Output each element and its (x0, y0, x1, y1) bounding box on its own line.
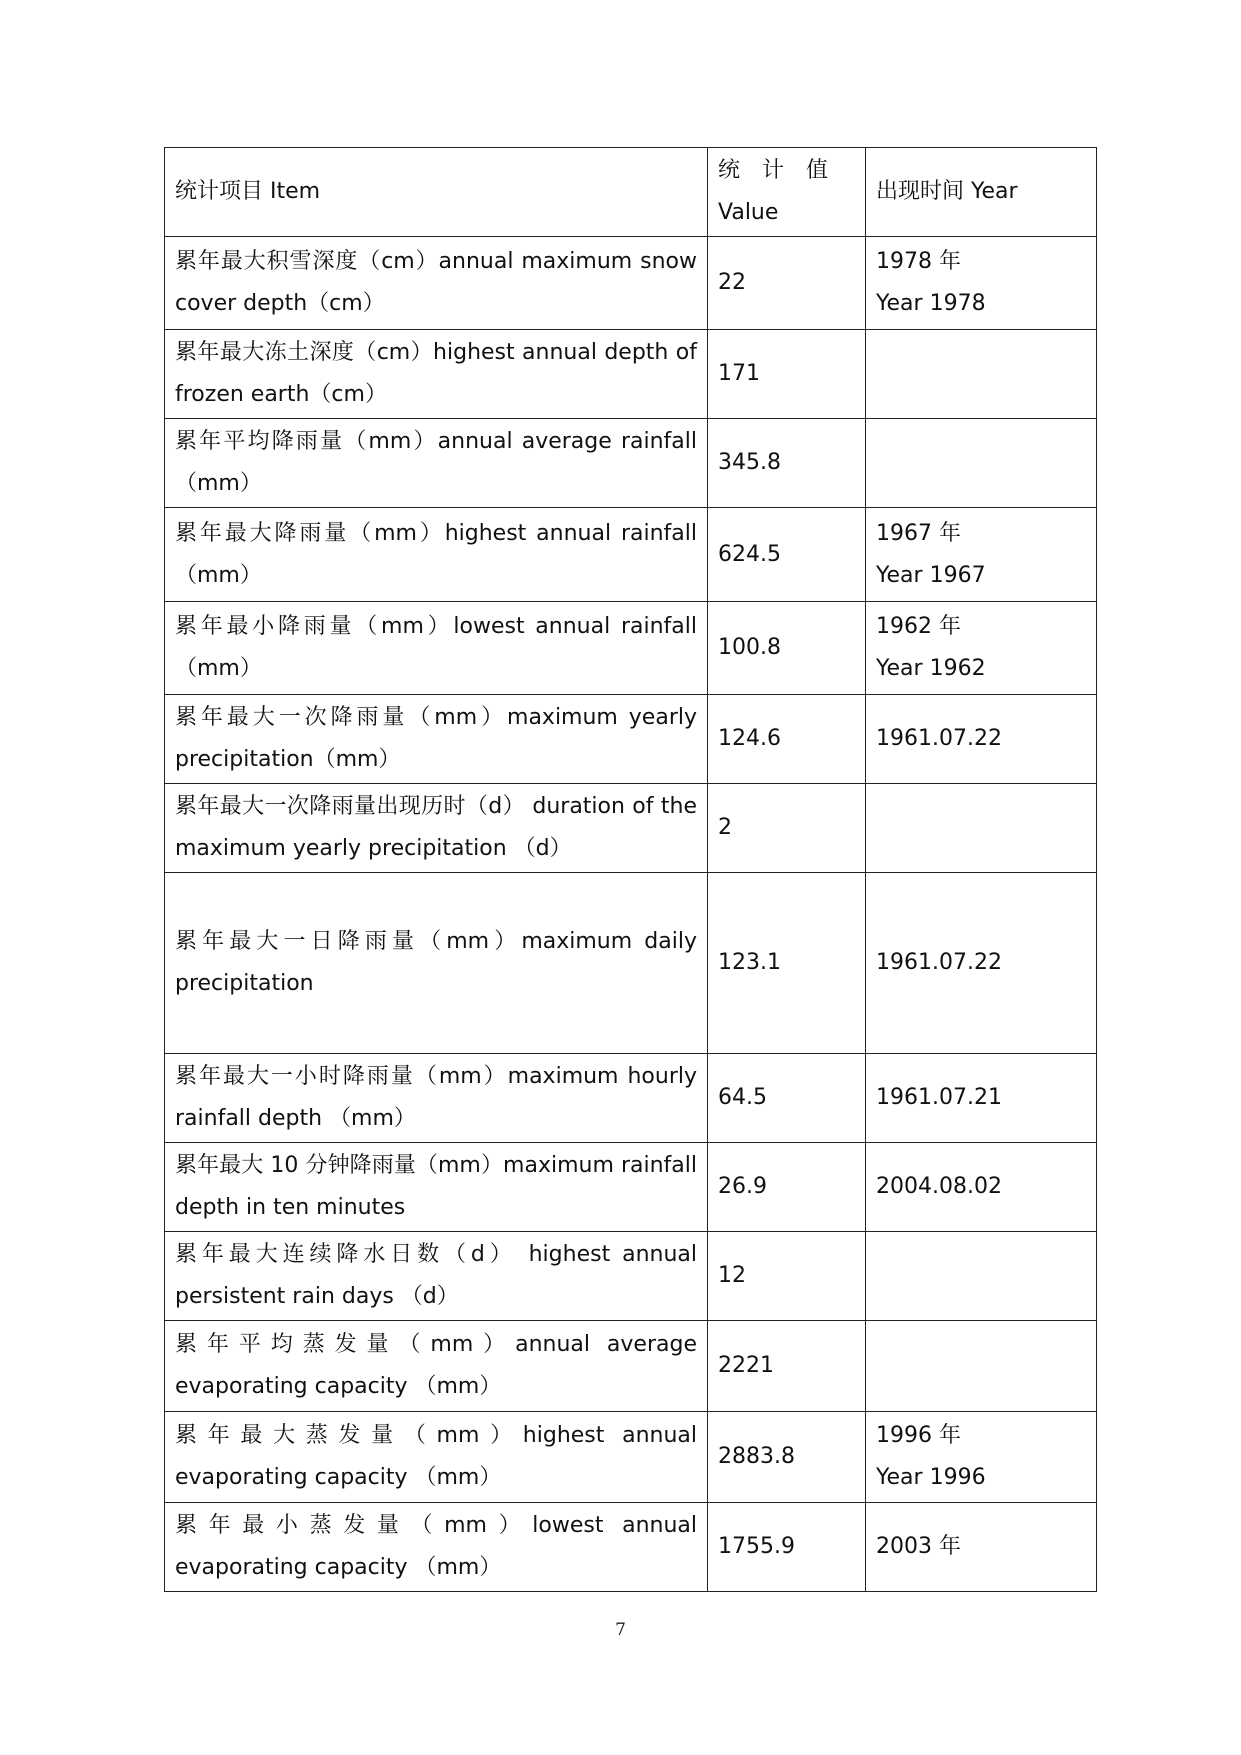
row-item: 累年最大一次降雨量（mm）maximum yearly precipitation（mm） (165, 695, 708, 784)
row-year-cn: 1978 年 (876, 249, 961, 274)
row-item: 累年最大蒸发量（mm）highest annual evaporating capacity （mm） (165, 1412, 708, 1503)
row-item: 累年最大降雨量（mm）highest annual rainfall（mm） (165, 508, 708, 602)
table-row (165, 508, 1097, 602)
table-row (165, 1232, 1097, 1321)
row-year (866, 419, 1097, 508)
header-value-cn: 统计值 (718, 158, 851, 183)
row-value: 1755.9 (708, 1503, 866, 1592)
table-row (165, 237, 1097, 330)
table-row (165, 1321, 1097, 1412)
table-row (165, 1503, 1097, 1592)
row-item: 累年最大一次降雨量出现历时（d） duration of the maximum yearly precipitation （d） (165, 784, 708, 873)
row-year (866, 1321, 1097, 1412)
header-item: 统计项目 Item (165, 148, 708, 237)
row-year (866, 695, 1097, 784)
row-item: 累年最大一小时降雨量（mm）maximum hourly rainfall depth （mm） (165, 1054, 708, 1143)
header-value (708, 148, 866, 237)
row-year-cn: 1961.07.22 (876, 726, 1002, 751)
row-year-cn: 1961.07.21 (876, 1085, 1002, 1110)
row-item: 累年平均蒸发量（mm）annual average evaporating capacity （mm） (165, 1321, 708, 1412)
row-year-cn: 1967 年 (876, 520, 961, 546)
row-year (866, 873, 1097, 1054)
row-year-cn: 1961.07.22 (876, 950, 1002, 975)
header-value-en: Value (718, 200, 779, 225)
row-value: 171 (708, 330, 866, 419)
table-row (165, 1143, 1097, 1232)
row-year-en: Year 1996 (876, 1465, 986, 1490)
row-value: 12 (708, 1232, 866, 1321)
row-year (866, 508, 1097, 602)
header-year: 出现时间 Year (866, 148, 1097, 237)
row-year (866, 1054, 1097, 1143)
row-item: 累年平均降雨量（mm）annual average rainfall（mm） (165, 419, 708, 508)
row-year-cn: 2003 年 (876, 1534, 961, 1559)
row-year (866, 1412, 1097, 1503)
row-item: 累年最小蒸发量（mm）lowest annual evaporating capacity （mm） (165, 1503, 708, 1592)
row-value: 2221 (708, 1321, 866, 1412)
row-year-cn: 1962 年 (876, 614, 961, 639)
row-year-en: Year 1962 (876, 656, 986, 681)
table-row (165, 784, 1097, 873)
row-year (866, 237, 1097, 330)
row-year (866, 784, 1097, 873)
row-item: 累年最大冻土深度（cm）highest annual depth of frozen earth（cm） (165, 330, 708, 419)
row-item: 累年最大 10 分钟降雨量（mm）maximum rainfall depth in ten minutes (165, 1143, 708, 1232)
row-value: 2 (708, 784, 866, 873)
row-year (866, 1143, 1097, 1232)
row-value: 26.9 (708, 1143, 866, 1232)
row-year (866, 1503, 1097, 1592)
row-year (866, 1232, 1097, 1321)
header-row (165, 148, 1097, 237)
row-year-cn: 2004.08.02 (876, 1174, 1002, 1199)
row-item: 累年最大连续降水日数（d） highest annual persistent rain days （d） (165, 1232, 708, 1321)
row-value: 64.5 (708, 1054, 866, 1143)
table-row (165, 873, 1097, 1054)
row-value: 100.8 (708, 602, 866, 695)
row-value: 2883.8 (708, 1412, 866, 1503)
row-value: 345.8 (708, 419, 866, 508)
row-value: 624.5 (708, 508, 866, 602)
table-row (165, 602, 1097, 695)
row-year-cn: 1996 年 (876, 1423, 961, 1448)
row-item: 累年最大积雪深度（cm）annual maximum snow cover depth（cm） (165, 237, 708, 330)
table-row (165, 695, 1097, 784)
statistics-table (164, 147, 1097, 1592)
table-row (165, 419, 1097, 508)
row-year (866, 602, 1097, 695)
row-year (866, 330, 1097, 419)
row-year-en: Year 1978 (876, 291, 986, 316)
page-number: 7 (615, 1620, 626, 1640)
row-year-en: Year 1967 (876, 562, 986, 588)
row-item: 累年最大一日降雨量（mm）maximum daily precipitation (165, 873, 708, 1054)
table-row (165, 330, 1097, 419)
row-value: 123.1 (708, 873, 866, 1054)
row-item: 累年最小降雨量（mm）lowest annual rainfall（mm） (165, 602, 708, 695)
row-value: 22 (708, 237, 866, 330)
row-value: 124.6 (708, 695, 866, 784)
table-row (165, 1054, 1097, 1143)
table-row (165, 1412, 1097, 1503)
